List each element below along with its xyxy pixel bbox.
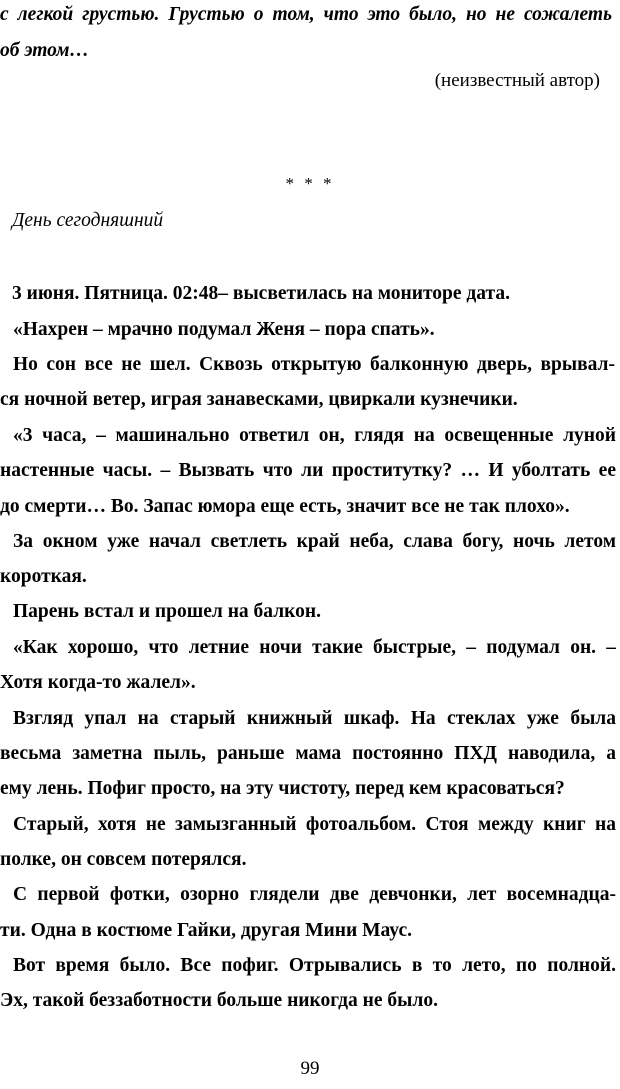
text-line: полке, он совсем потерялся. <box>0 849 247 870</box>
text-line: ти. Одна в костюме Гайки, другая Мини Маус. <box>0 920 412 941</box>
text-line: настенные часы. – Вызвать что ли проститутку? … И уболтать ее <box>0 460 616 481</box>
section-title: День сегодняшний <box>12 210 164 231</box>
text-line: ся ночной ветер, играя занавесками, цвиркали кузнечики. <box>0 389 518 410</box>
text-line: «3 часа, – машинально ответил он, глядя на освещенные луной <box>13 425 616 446</box>
text-line: короткая. <box>0 566 87 587</box>
text-line: ему лень. Пофиг просто, на эту чистоту, перед кем красоваться? <box>0 778 565 799</box>
epigraph-line-2: об этом… <box>0 40 89 61</box>
text-line: С первой фотки, озорно глядели две девчонки, лет восемнадца- <box>13 884 616 905</box>
text-line: 3 июня. Пятница. 02:48– высветилась на мониторе дата. <box>12 283 510 304</box>
text-line: Хотя когда-то жалел». <box>0 672 196 693</box>
page-number: 99 <box>300 1058 320 1079</box>
text-line: Взгляд упал на старый книжный шкаф. На стеклах уже была <box>13 708 616 729</box>
text-line: до смерти… Во. Запас юмора еще есть, значит все не так плохо». <box>0 496 570 517</box>
text-line: Эх, такой беззаботности больше никогда не было. <box>0 990 438 1011</box>
epigraph-author: (неизвестный автор) <box>434 70 600 91</box>
text-line: Вот время было. Все пофиг. Отрывались в то лето, по полной. <box>13 955 616 976</box>
epigraph-line-1: с легкой грустью. Грустью о том, что это было, но не сожалеть <box>0 4 612 25</box>
text-line: «Как хорошо, что летние ночи такие быстрые, – подумал он. – <box>13 637 616 658</box>
text-line: Парень встал и прошел на балкон. <box>13 601 322 622</box>
text-line: «Нахрен – мрачно подумал Женя – пора спать». <box>13 319 435 340</box>
text-line: Но сон все не шел. Сквозь открытую балконную дверь, врывал- <box>13 354 615 375</box>
text-line: За окном уже начал светлеть край неба, слава богу, ночь летом <box>13 531 616 552</box>
text-line: весьма заметна пыль, раньше мама постоянно ПХД наводила, а <box>0 743 616 764</box>
text-line: Старый, хотя не замызганный фотоальбом. Стоя между книг на <box>13 814 616 835</box>
section-separator: * * * <box>285 174 335 193</box>
